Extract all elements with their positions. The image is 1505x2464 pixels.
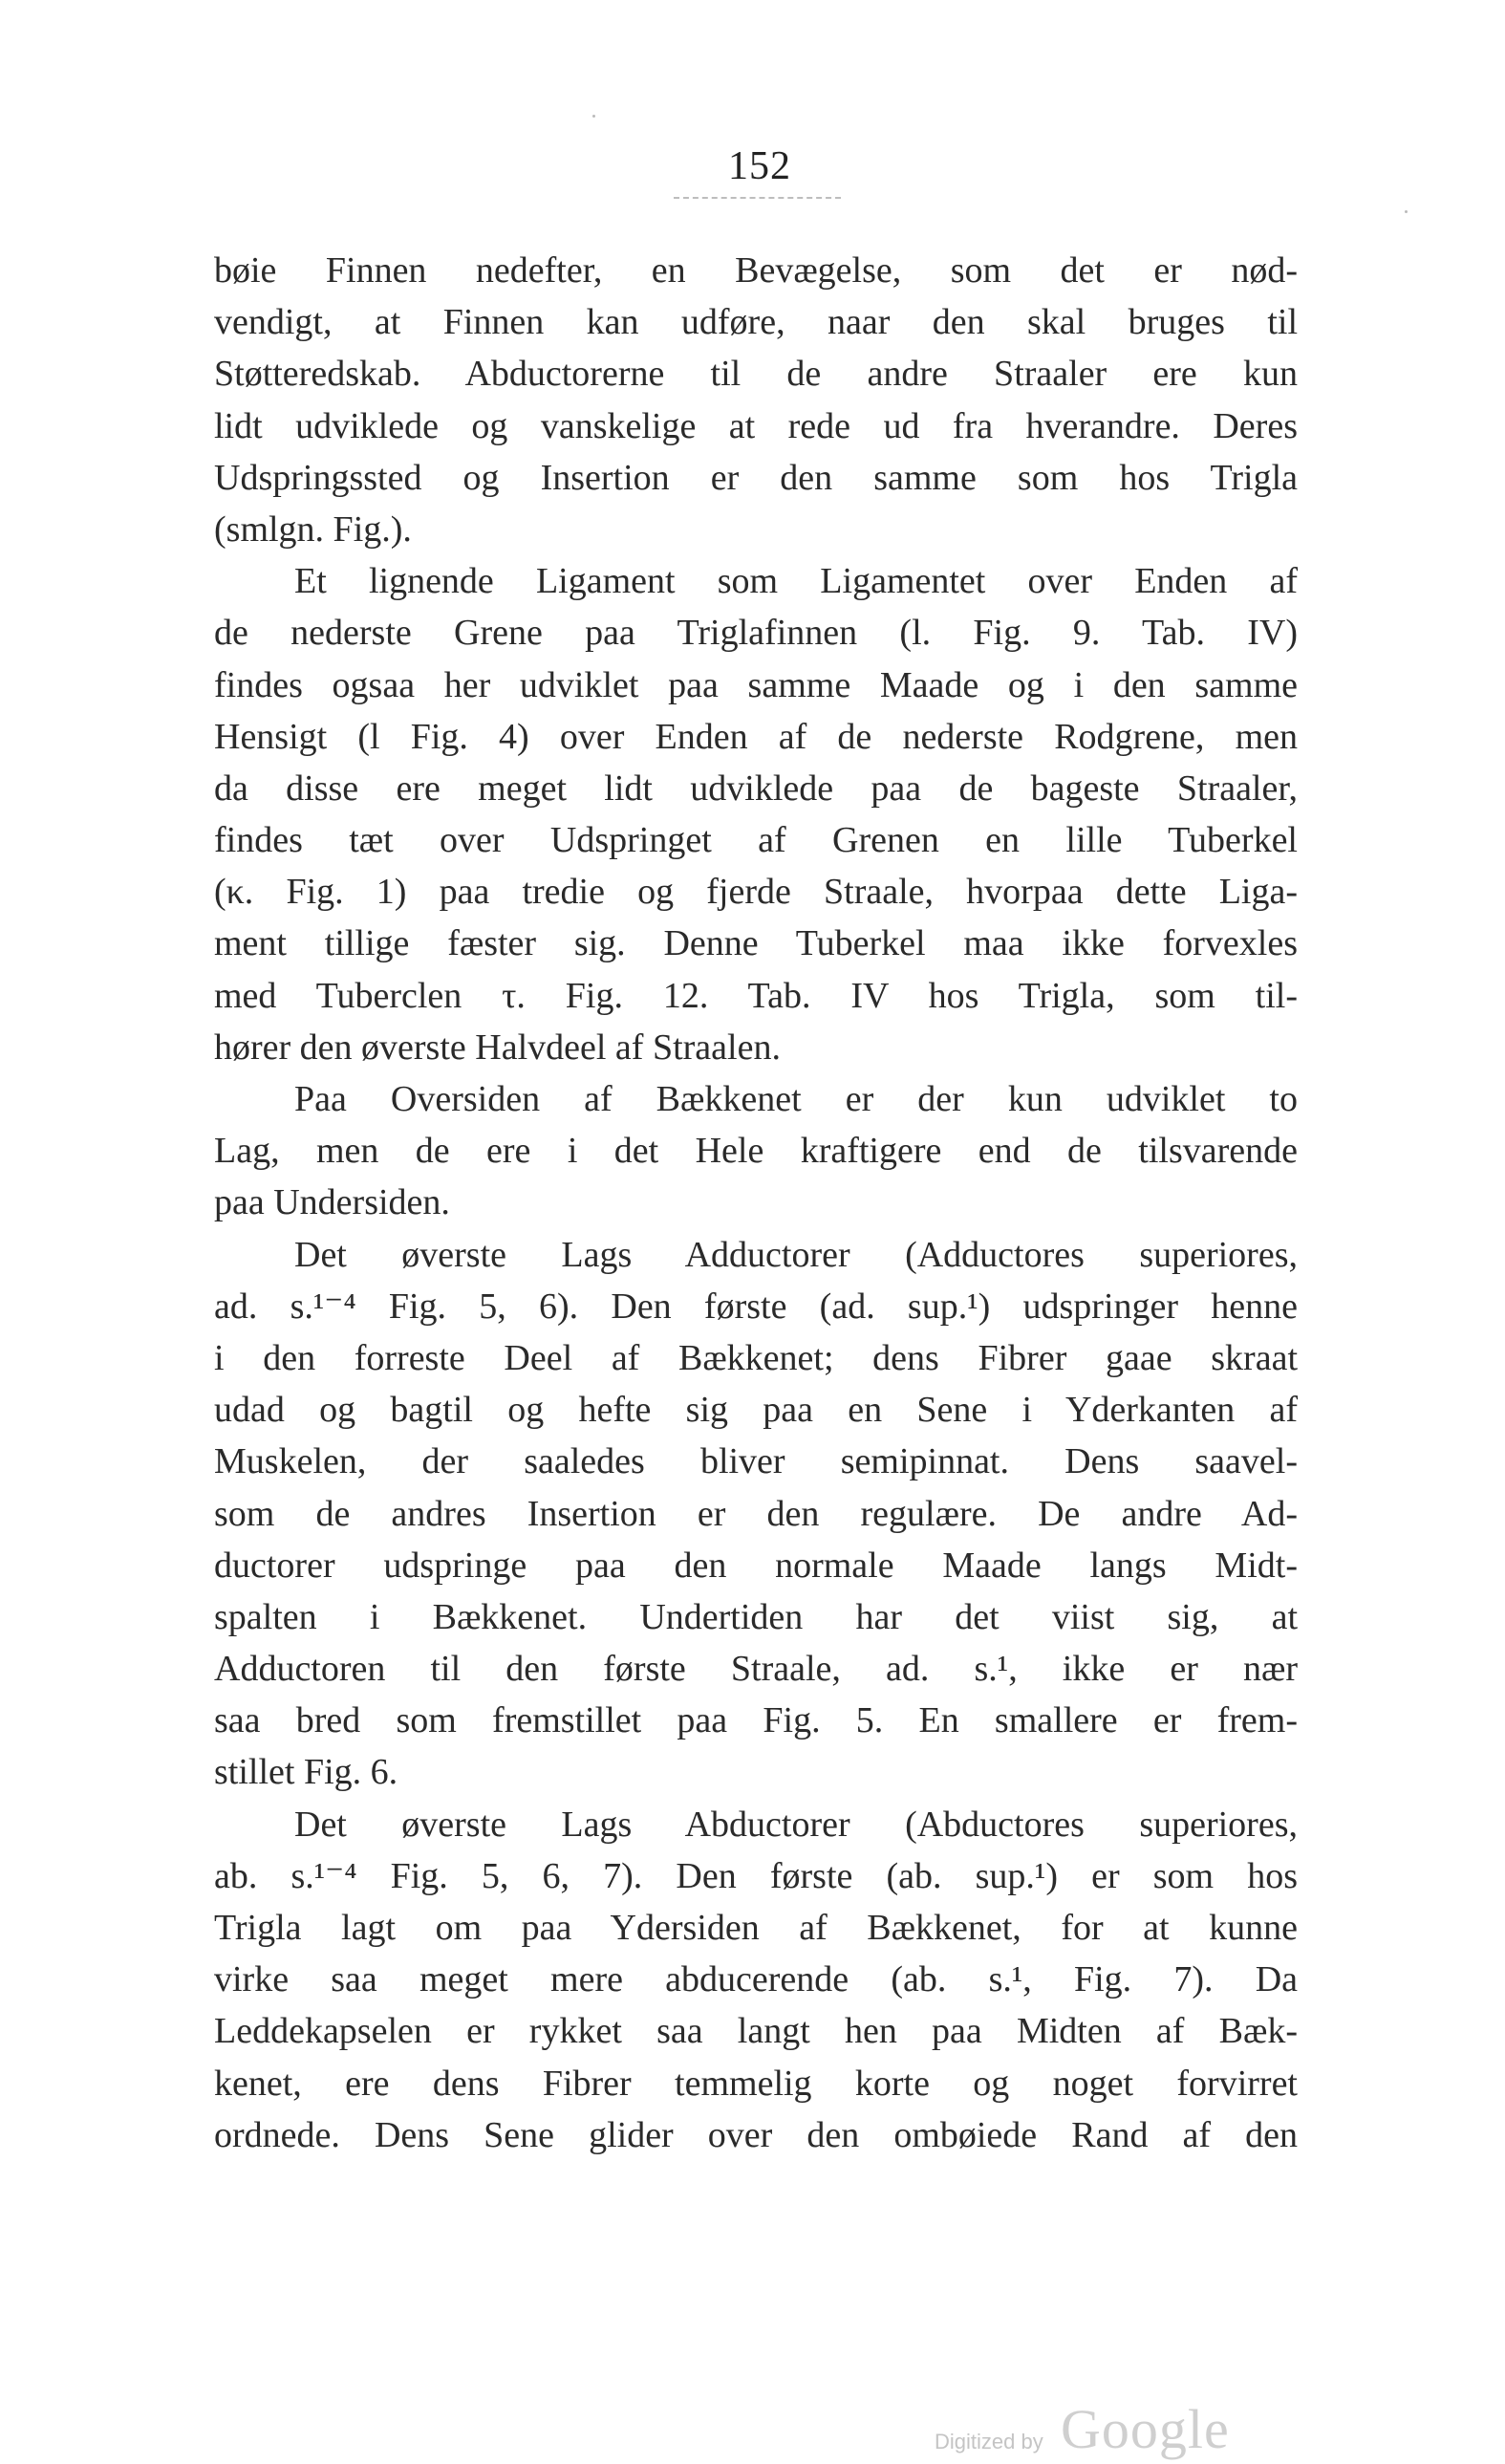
text-line: ab. s.¹⁻⁴ Fig. 5, 6, 7). Den første (ab. sup.¹) er som hos xyxy=(214,1855,1298,1896)
text-line: ad. s.¹⁻⁴ Fig. 5, 6). Den første (ad. sup.¹) udspringer henne xyxy=(214,1286,1298,1327)
text-line: da disse ere meget lidt udviklede paa de bageste Straaler, xyxy=(214,767,1298,809)
digitized-by-text: Digitized by xyxy=(935,2430,1043,2453)
text-line: med Tuberclen τ. Fig. 12. Tab. IV hos Trigla, som til- xyxy=(214,975,1298,1016)
google-watermark xyxy=(935,2397,1259,2464)
text-line: Hensigt (l Fig. 4) over Enden af de nederste Rodgrene, men xyxy=(214,716,1298,757)
text-line: ductorer udspringe paa den normale Maade langs Midt- xyxy=(214,1545,1298,1586)
text-line: (smlgn. Fig.). xyxy=(214,508,412,550)
paper-speck xyxy=(592,115,595,118)
text-line: Det øverste Lags Abductorer (Abductores superiores, xyxy=(294,1804,1298,1845)
text-line: ment tillige fæster sig. Denne Tuberkel maa ikke forvexles xyxy=(214,923,1298,964)
text-line: virke saa meget mere abducerende (ab. s.¹, Fig. 7). Da xyxy=(214,1959,1298,2000)
text-line: i den forreste Deel af Bækkenet; dens Fibrer gaae skraat xyxy=(214,1337,1298,1378)
text-line: Et lignende Ligament som Ligamentet over Enden af xyxy=(294,561,1298,602)
text-line: paa Undersiden. xyxy=(214,1182,450,1223)
text-line: (κ. Fig. 1) paa tredie og fjerde Straale, hvorpaa dette Liga- xyxy=(214,872,1298,913)
text-line: Støtteredskab. Abductorerne til de andre Straaler ere kun xyxy=(214,354,1298,395)
page-number-rule xyxy=(674,197,841,199)
paper-speck xyxy=(1405,210,1408,213)
text-line: de nederste Grene paa Triglafinnen (l. Fig. 9. Tab. IV) xyxy=(214,613,1298,654)
body-text xyxy=(214,245,1298,2161)
text-line: lidt udviklede og vanskelige at rede ud fra hverandre. Deres xyxy=(214,405,1298,446)
google-logo: Google xyxy=(1061,2398,1230,2460)
text-line: hører den øverste Halvdeel af Straalen. xyxy=(214,1027,781,1068)
text-line: ordnede. Dens Sene glider over den ombøiede Rand af den xyxy=(214,2114,1298,2155)
text-line: Adductoren til den første Straale, ad. s.¹, ikke er nær xyxy=(214,1649,1298,1690)
text-line: som de andres Insertion er den regulære. De andre Ad- xyxy=(214,1493,1298,1534)
text-line: vendigt, at Finnen kan udføre, naar den skal bruges til xyxy=(214,302,1298,343)
text-line: findes tæt over Udspringet af Grenen en lille Tuberkel xyxy=(214,820,1298,861)
text-line: bøie Finnen nedefter, en Bevægelse, som det er nød- xyxy=(214,250,1298,291)
text-line: kenet, ere dens Fibrer temmelig korte og noget forvirret xyxy=(214,2063,1298,2104)
text-line: Leddekapselen er rykket saa langt hen paa Midten af Bæk- xyxy=(214,2011,1298,2052)
text-line: saa bred som fremstillet paa Fig. 5. En smallere er frem- xyxy=(214,1700,1298,1741)
text-line: Udspringssted og Insertion er den samme som hos Trigla xyxy=(214,457,1298,498)
text-line: Lag, men de ere i det Hele kraftigere end de tilsvarende xyxy=(214,1131,1298,1172)
text-line: Muskelen, der saaledes bliver semipinnat. Dens saavel- xyxy=(214,1441,1298,1482)
text-line: udad og bagtil og hefte sig paa en Sene i Yderkanten af xyxy=(214,1390,1298,1431)
text-line: Trigla lagt om paa Ydersiden af Bækkenet, for at kunne xyxy=(214,1908,1298,1948)
text-line: spalten i Bækkenet. Undertiden har det viist sig, at xyxy=(214,1596,1298,1637)
text-line: Paa Oversiden af Bækkenet er der kun udviklet to xyxy=(294,1079,1298,1119)
text-line: Det øverste Lags Adductorer (Adductores superiores, xyxy=(294,1234,1298,1275)
page-number: 152 xyxy=(728,144,791,188)
text-line: stillet Fig. 6. xyxy=(214,1752,398,1793)
text-line: findes ogsaa her udviklet paa samme Maade og i den samme xyxy=(214,664,1298,705)
